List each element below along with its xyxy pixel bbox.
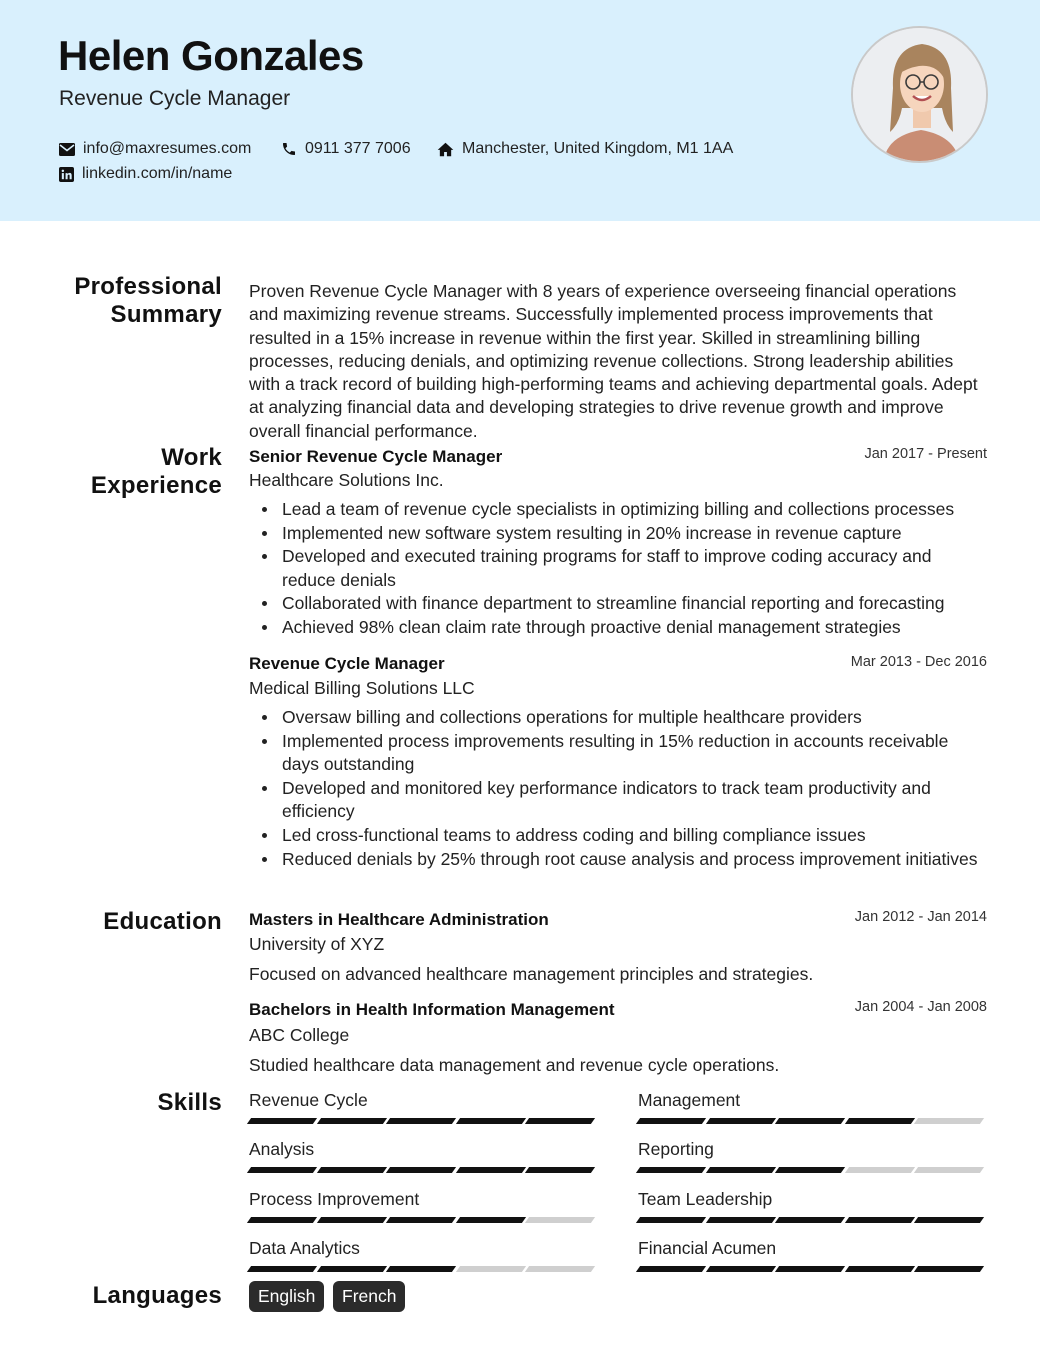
- location-text: Manchester, United Kingdom, M1 1AA: [462, 140, 734, 157]
- skill-item: [638, 1139, 986, 1173]
- list-item: Implemented new software system resulting in 20% increase in revenue capture: [249, 522, 989, 546]
- skill-segment-filled: [636, 1266, 706, 1272]
- skill-segment-filled: [775, 1266, 845, 1272]
- education-dates: Jan 2004 - Jan 2008: [854, 999, 987, 1015]
- linkedin-text: linkedin.com/in/name: [82, 165, 233, 182]
- skill-level-bar: [638, 1266, 986, 1272]
- skill-name: Management: [638, 1090, 741, 1110]
- section-title-experience: Work Experience: [90, 444, 222, 499]
- list-item: Developed and monitored key performance indicators to track team productivity and efficiency: [249, 777, 989, 824]
- education-school: University of XYZ: [249, 934, 385, 954]
- skill-segment-filled: [636, 1118, 706, 1124]
- skill-segment-filled: [845, 1217, 915, 1223]
- skill-item: [638, 1090, 986, 1124]
- skill-segment-empty: [525, 1266, 595, 1272]
- skill-segment-filled: [914, 1266, 984, 1272]
- list-item: Developed and executed training programs for staff to improve coding accuracy and reduce denials: [249, 545, 989, 592]
- skill-name: Analysis: [249, 1139, 315, 1159]
- job-dates: Jan 2017 - Present: [864, 446, 987, 462]
- section-title-summary: Professional Summary: [74, 273, 222, 328]
- phone-icon: [281, 141, 297, 157]
- skill-segment-filled: [247, 1217, 317, 1223]
- skill-segment-filled: [386, 1217, 456, 1223]
- skill-segment-filled: [456, 1217, 526, 1223]
- education-description: Focused on advanced healthcare management principles and strategies.: [249, 964, 814, 984]
- skill-level-bar: [249, 1266, 597, 1272]
- skill-segment-filled: [525, 1118, 595, 1124]
- job-company: Medical Billing Solutions LLC: [249, 678, 475, 698]
- list-item: Implemented process improvements resulting in 15% reduction in accounts receivable days outstanding: [249, 730, 989, 777]
- list-item: Led cross-functional teams to address coding and billing compliance issues: [249, 824, 989, 848]
- candidate-name: Helen Gonzales: [58, 32, 364, 79]
- skill-item: [638, 1238, 986, 1272]
- language-tag: English: [249, 1281, 324, 1312]
- education-description: Studied healthcare data management and revenue cycle operations.: [249, 1055, 780, 1075]
- skill-segment-filled: [705, 1217, 775, 1223]
- skill-segment-filled: [636, 1217, 706, 1223]
- skill-segment-filled: [845, 1118, 915, 1124]
- skill-segment-empty: [525, 1217, 595, 1223]
- skill-level-bar: [249, 1167, 597, 1173]
- skill-segment-empty: [456, 1266, 526, 1272]
- skill-name: Revenue Cycle: [249, 1090, 368, 1110]
- skill-segment-filled: [386, 1167, 456, 1173]
- job-bullets: [249, 498, 989, 640]
- skill-segment-filled: [914, 1217, 984, 1223]
- skill-segment-empty: [914, 1167, 984, 1173]
- skill-item: [638, 1189, 986, 1223]
- skill-segment-empty: [845, 1167, 915, 1173]
- skill-name: Data Analytics: [249, 1238, 360, 1258]
- summary-text: Proven Revenue Cycle Manager with 8 years of experience overseeing financial operations and maximizing revenue streams. Successfully implemented process improvements that resulted in a 15% increase in revenue within the first year. Skilled in streamlining billing processes, reducing denials, and optimizing revenue collections. Strong leadership abilities with a track record of building high-performing teams and achieving departmental goals. Adept at analyzing financial data and developing strategies to drive revenue growth and improve overall financial performance.: [249, 281, 978, 441]
- education-degree: Masters in Healthcare Administration: [249, 910, 549, 929]
- language-tag: French: [333, 1281, 405, 1312]
- skill-segment-filled: [316, 1217, 386, 1223]
- section-title-education: Education: [103, 908, 222, 935]
- skill-name: Reporting: [638, 1139, 714, 1159]
- home-icon: [437, 142, 454, 157]
- skill-item: [249, 1139, 597, 1173]
- skill-item: [249, 1238, 597, 1272]
- email-text: info@maxresumes.com: [83, 140, 252, 157]
- skill-level-bar: [249, 1217, 597, 1223]
- skill-name: Process Improvement: [249, 1189, 420, 1209]
- skill-segment-filled: [247, 1167, 317, 1173]
- job-company: Healthcare Solutions Inc.: [249, 470, 444, 490]
- education-degree: Bachelors in Health Information Management: [249, 1000, 615, 1019]
- skill-level-bar: [638, 1217, 986, 1223]
- skill-segment-filled: [705, 1118, 775, 1124]
- skill-segment-filled: [705, 1266, 775, 1272]
- skill-segment-filled: [775, 1217, 845, 1223]
- list-item: Lead a team of revenue cycle specialists in optimizing billing and collections processes: [249, 498, 989, 522]
- list-item: Collaborated with finance department to streamline financial reporting and forecasting: [249, 592, 989, 616]
- linkedin-icon: [59, 167, 74, 182]
- job-role: Senior Revenue Cycle Manager: [249, 447, 503, 466]
- job-bullets: [249, 706, 989, 871]
- skill-name: Team Leadership: [638, 1189, 773, 1209]
- skill-segment-filled: [525, 1167, 595, 1173]
- education-dates: Jan 2012 - Jan 2014: [854, 909, 987, 925]
- job-role: Revenue Cycle Manager: [249, 654, 445, 673]
- contact-phone[interactable]: [281, 140, 411, 158]
- skill-segment-filled: [775, 1167, 845, 1173]
- education-school: ABC College: [249, 1025, 350, 1045]
- skill-segment-filled: [247, 1118, 317, 1124]
- phone-text: 0911 377 7006: [305, 140, 411, 157]
- list-item: Oversaw billing and collections operations for multiple healthcare providers: [249, 706, 989, 730]
- skill-segment-filled: [456, 1118, 526, 1124]
- contact-linkedin[interactable]: [59, 165, 232, 183]
- section-title-skills: Skills: [157, 1089, 222, 1116]
- skill-level-bar: [249, 1118, 597, 1124]
- skill-segment-filled: [316, 1266, 386, 1272]
- resume-header: [0, 0, 1040, 221]
- list-item: Reduced denials by 25% through root cause analysis and process improvement initiatives: [249, 848, 989, 872]
- skill-name: Financial Acumen: [638, 1238, 777, 1258]
- skill-item: [249, 1189, 597, 1223]
- skill-segment-empty: [914, 1118, 984, 1124]
- skill-segment-filled: [386, 1118, 456, 1124]
- envelope-icon: [59, 143, 75, 156]
- skill-segment-filled: [456, 1167, 526, 1173]
- skill-segment-filled: [316, 1118, 386, 1124]
- contact-location: [437, 140, 733, 158]
- skill-segment-filled: [316, 1167, 386, 1173]
- skill-segment-filled: [247, 1266, 317, 1272]
- skill-level-bar: [638, 1167, 986, 1173]
- section-title-languages: Languages: [92, 1282, 222, 1309]
- skill-level-bar: [638, 1118, 986, 1124]
- skill-segment-filled: [386, 1266, 456, 1272]
- contact-email[interactable]: [59, 140, 251, 158]
- profile-photo: [851, 26, 988, 163]
- list-item: Achieved 98% clean claim rate through proactive denial management strategies: [249, 616, 989, 640]
- skill-segment-filled: [705, 1167, 775, 1173]
- candidate-title: Revenue Cycle Manager: [59, 87, 291, 110]
- skill-segment-filled: [636, 1167, 706, 1173]
- job-dates: Mar 2013 - Dec 2016: [850, 654, 987, 670]
- skill-segment-filled: [775, 1118, 845, 1124]
- skill-item: [249, 1090, 597, 1124]
- skill-segment-filled: [845, 1266, 915, 1272]
